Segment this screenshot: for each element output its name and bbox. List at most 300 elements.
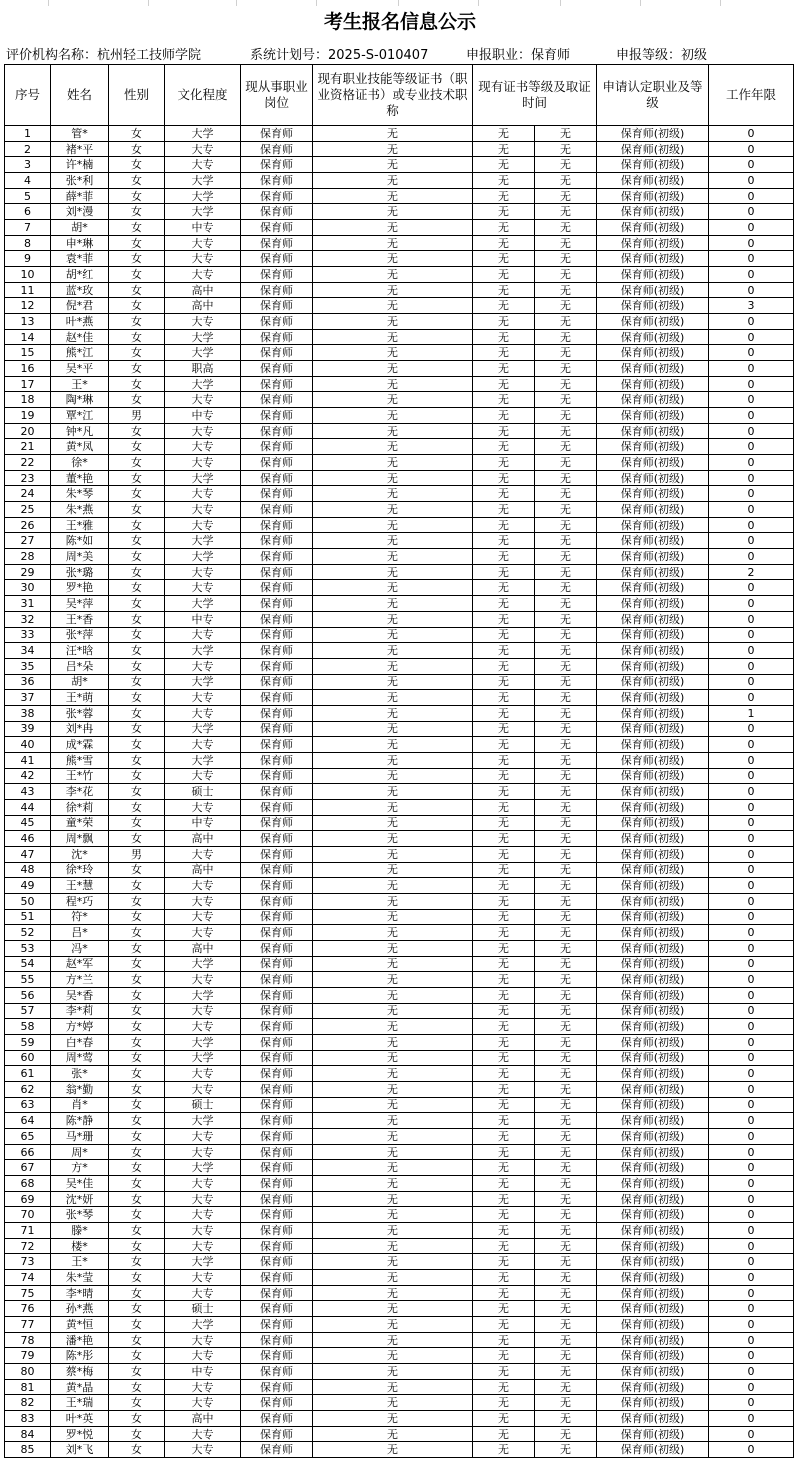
cell-apply: 保育师(初级) xyxy=(597,1364,709,1380)
table-row xyxy=(5,987,794,1003)
cell-gender: 女 xyxy=(109,799,165,815)
table-row xyxy=(5,878,794,894)
cell-post: 保育师 xyxy=(241,423,313,439)
cell-seq: 33 xyxy=(5,627,51,643)
cell-cert-level: 无 xyxy=(473,282,535,298)
cell-post: 保育师 xyxy=(241,1379,313,1395)
cell-post: 保育师 xyxy=(241,267,313,283)
cell-post: 保育师 xyxy=(241,1223,313,1239)
cell-cert-time: 无 xyxy=(535,972,597,988)
cell-cert: 无 xyxy=(313,1348,473,1364)
cell-name: 叶*燕 xyxy=(51,314,109,330)
col-cert-header: 现有职业技能等级证书（职业资格证书）或专业技术职称 xyxy=(313,65,473,126)
cell-post: 保育师 xyxy=(241,486,313,502)
cell-edu: 大专 xyxy=(165,157,241,173)
cell-apply: 保育师(初级) xyxy=(597,940,709,956)
table-row xyxy=(5,1191,794,1207)
cell-cert: 无 xyxy=(313,1129,473,1145)
cell-edu: 大学 xyxy=(165,188,241,204)
cell-years: 0 xyxy=(709,1160,794,1176)
cell-post: 保育师 xyxy=(241,235,313,251)
cell-cert: 无 xyxy=(313,549,473,565)
cell-apply: 保育师(初级) xyxy=(597,658,709,674)
cell-gender: 女 xyxy=(109,141,165,157)
cell-cert-level: 无 xyxy=(473,956,535,972)
cell-edu: 大学 xyxy=(165,752,241,768)
cell-gender: 女 xyxy=(109,392,165,408)
cell-seq: 65 xyxy=(5,1129,51,1145)
cell-cert-level: 无 xyxy=(473,1191,535,1207)
cell-edu: 大专 xyxy=(165,141,241,157)
cell-name: 罗*艳 xyxy=(51,580,109,596)
cell-cert: 无 xyxy=(313,1317,473,1333)
cell-apply: 保育师(初级) xyxy=(597,643,709,659)
cell-cert: 无 xyxy=(313,705,473,721)
cell-years: 0 xyxy=(709,940,794,956)
table-row xyxy=(5,564,794,580)
cell-cert-time: 无 xyxy=(535,705,597,721)
cell-edu: 大专 xyxy=(165,1270,241,1286)
cell-seq: 1 xyxy=(5,126,51,142)
cell-gender: 女 xyxy=(109,737,165,753)
cell-apply: 保育师(初级) xyxy=(597,1034,709,1050)
cell-cert-level: 无 xyxy=(473,815,535,831)
cell-apply: 保育师(初级) xyxy=(597,1081,709,1097)
cell-name: 徐*玲 xyxy=(51,862,109,878)
cell-cert: 无 xyxy=(313,204,473,220)
cell-cert-level: 无 xyxy=(473,1379,535,1395)
cell-cert-level: 无 xyxy=(473,1176,535,1192)
table-row xyxy=(5,1113,794,1129)
cell-gender: 男 xyxy=(109,846,165,862)
cell-name: 周* xyxy=(51,1144,109,1160)
cell-apply: 保育师(初级) xyxy=(597,1066,709,1082)
cell-apply: 保育师(初级) xyxy=(597,674,709,690)
cell-cert-time: 无 xyxy=(535,1238,597,1254)
cell-name: 钟*凡 xyxy=(51,423,109,439)
cell-gender: 女 xyxy=(109,423,165,439)
cell-cert: 无 xyxy=(313,1254,473,1270)
cell-cert: 无 xyxy=(313,1442,473,1458)
cell-cert: 无 xyxy=(313,1113,473,1129)
cell-apply: 保育师(初级) xyxy=(597,705,709,721)
cell-post: 保育师 xyxy=(241,799,313,815)
table-row xyxy=(5,329,794,345)
cell-apply: 保育师(初级) xyxy=(597,690,709,706)
cell-cert-level: 无 xyxy=(473,1364,535,1380)
cell-seq: 30 xyxy=(5,580,51,596)
table-row xyxy=(5,1034,794,1050)
cell-seq: 18 xyxy=(5,392,51,408)
cell-cert-level: 无 xyxy=(473,580,535,596)
cell-edu: 职高 xyxy=(165,361,241,377)
cell-seq: 44 xyxy=(5,799,51,815)
cell-post: 保育师 xyxy=(241,752,313,768)
cell-edu: 大学 xyxy=(165,1050,241,1066)
cell-years: 0 xyxy=(709,690,794,706)
table-row xyxy=(5,1364,794,1380)
cell-seq: 51 xyxy=(5,909,51,925)
cell-apply: 保育师(初级) xyxy=(597,956,709,972)
cell-post: 保育师 xyxy=(241,1254,313,1270)
cell-edu: 大学 xyxy=(165,173,241,189)
cell-cert-time: 无 xyxy=(535,423,597,439)
cell-name: 董*艳 xyxy=(51,470,109,486)
table-row xyxy=(5,1301,794,1317)
cell-name: 吴*香 xyxy=(51,987,109,1003)
cell-cert: 无 xyxy=(313,1238,473,1254)
cell-cert-time: 无 xyxy=(535,376,597,392)
cell-seq: 61 xyxy=(5,1066,51,1082)
cell-apply: 保育师(初级) xyxy=(597,1254,709,1270)
cell-edu: 大专 xyxy=(165,1144,241,1160)
cell-name: 徐* xyxy=(51,455,109,471)
cell-edu: 大专 xyxy=(165,972,241,988)
cell-apply: 保育师(初级) xyxy=(597,141,709,157)
cell-apply: 保育师(初级) xyxy=(597,1317,709,1333)
cell-edu: 大学 xyxy=(165,596,241,612)
cell-seq: 5 xyxy=(5,188,51,204)
cell-cert-time: 无 xyxy=(535,1395,597,1411)
table-row xyxy=(5,1019,794,1035)
cell-cert: 无 xyxy=(313,658,473,674)
cell-years: 0 xyxy=(709,1379,794,1395)
cell-cert: 无 xyxy=(313,1270,473,1286)
cell-edu: 硕士 xyxy=(165,1301,241,1317)
cell-seq: 77 xyxy=(5,1317,51,1333)
cell-cert-time: 无 xyxy=(535,1129,597,1145)
cell-name: 许*楠 xyxy=(51,157,109,173)
occupation: 申报职业：保育师 xyxy=(466,48,571,63)
cell-name: 沈* xyxy=(51,846,109,862)
cell-cert: 无 xyxy=(313,862,473,878)
cell-years: 0 xyxy=(709,1442,794,1458)
cell-name: 周*美 xyxy=(51,549,109,565)
cell-cert-time: 无 xyxy=(535,204,597,220)
cell-post: 保育师 xyxy=(241,251,313,267)
cell-apply: 保育师(初级) xyxy=(597,752,709,768)
cell-cert-time: 无 xyxy=(535,893,597,909)
cell-post: 保育师 xyxy=(241,564,313,580)
cell-cert: 无 xyxy=(313,564,473,580)
table-row xyxy=(5,752,794,768)
cell-apply: 保育师(初级) xyxy=(597,1301,709,1317)
cell-cert-level: 无 xyxy=(473,1348,535,1364)
cell-cert-level: 无 xyxy=(473,705,535,721)
cell-cert: 无 xyxy=(313,502,473,518)
cell-gender: 女 xyxy=(109,1270,165,1286)
cell-edu: 大学 xyxy=(165,721,241,737)
cell-apply: 保育师(初级) xyxy=(597,251,709,267)
cell-seq: 68 xyxy=(5,1176,51,1192)
cell-cert-time: 无 xyxy=(535,658,597,674)
cell-gender: 女 xyxy=(109,455,165,471)
table-row xyxy=(5,408,794,424)
cell-cert-level: 无 xyxy=(473,549,535,565)
cell-seq: 19 xyxy=(5,408,51,424)
cell-cert-time: 无 xyxy=(535,1270,597,1286)
cell-years: 0 xyxy=(709,893,794,909)
table-row xyxy=(5,188,794,204)
cell-cert-time: 无 xyxy=(535,1301,597,1317)
cell-cert-level: 无 xyxy=(473,408,535,424)
cell-name: 张*琴 xyxy=(51,1207,109,1223)
cell-cert-level: 无 xyxy=(473,611,535,627)
cell-years: 0 xyxy=(709,392,794,408)
cell-post: 保育师 xyxy=(241,1113,313,1129)
cell-edu: 大专 xyxy=(165,1285,241,1301)
cell-cert: 无 xyxy=(313,580,473,596)
cell-cert-level: 无 xyxy=(473,470,535,486)
cell-cert: 无 xyxy=(313,1081,473,1097)
cell-cert-time: 无 xyxy=(535,862,597,878)
cell-gender: 女 xyxy=(109,126,165,142)
cell-post: 保育师 xyxy=(241,737,313,753)
cell-apply: 保育师(初级) xyxy=(597,439,709,455)
cell-cert-time: 无 xyxy=(535,141,597,157)
cell-name: 李*晴 xyxy=(51,1285,109,1301)
cell-post: 保育师 xyxy=(241,157,313,173)
cell-years: 0 xyxy=(709,251,794,267)
cell-gender: 女 xyxy=(109,831,165,847)
cell-cert-level: 无 xyxy=(473,596,535,612)
cell-cert-time: 无 xyxy=(535,596,597,612)
cell-gender: 女 xyxy=(109,1160,165,1176)
cell-cert-level: 无 xyxy=(473,173,535,189)
col-gender-header: 性别 xyxy=(109,65,165,126)
cell-cert: 无 xyxy=(313,1144,473,1160)
cell-apply: 保育师(初级) xyxy=(597,1207,709,1223)
cell-edu: 中专 xyxy=(165,1364,241,1380)
cell-edu: 大专 xyxy=(165,1207,241,1223)
cell-gender: 女 xyxy=(109,705,165,721)
cell-name: 方* xyxy=(51,1160,109,1176)
cell-gender: 女 xyxy=(109,235,165,251)
cell-post: 保育师 xyxy=(241,784,313,800)
cell-seq: 52 xyxy=(5,925,51,941)
cell-post: 保育师 xyxy=(241,1176,313,1192)
cell-seq: 6 xyxy=(5,204,51,220)
cell-apply: 保育师(初级) xyxy=(597,408,709,424)
cell-name: 陈*彤 xyxy=(51,1348,109,1364)
cell-post: 保育师 xyxy=(241,1129,313,1145)
cell-post: 保育师 xyxy=(241,627,313,643)
table-row xyxy=(5,1050,794,1066)
cell-cert-level: 无 xyxy=(473,220,535,236)
cell-gender: 女 xyxy=(109,361,165,377)
cell-gender: 女 xyxy=(109,439,165,455)
cell-post: 保育师 xyxy=(241,533,313,549)
cell-post: 保育师 xyxy=(241,314,313,330)
cell-edu: 大专 xyxy=(165,658,241,674)
cell-name: 赵*军 xyxy=(51,956,109,972)
cell-cert-time: 无 xyxy=(535,564,597,580)
table-row xyxy=(5,721,794,737)
cell-gender: 女 xyxy=(109,1129,165,1145)
info-bar xyxy=(0,40,800,64)
cell-cert-time: 无 xyxy=(535,737,597,753)
cell-edu: 硕士 xyxy=(165,784,241,800)
cell-name: 楼* xyxy=(51,1238,109,1254)
cell-years: 0 xyxy=(709,1019,794,1035)
cell-edu: 大学 xyxy=(165,1317,241,1333)
cell-cert-time: 无 xyxy=(535,1285,597,1301)
cell-apply: 保育师(初级) xyxy=(597,533,709,549)
cell-name: 孙*燕 xyxy=(51,1301,109,1317)
cell-cert-level: 无 xyxy=(473,721,535,737)
cell-cert: 无 xyxy=(313,893,473,909)
table-row xyxy=(5,392,794,408)
cell-edu: 大学 xyxy=(165,1113,241,1129)
cell-cert-time: 无 xyxy=(535,721,597,737)
cell-seq: 12 xyxy=(5,298,51,314)
cell-name: 童*荣 xyxy=(51,815,109,831)
cell-cert: 无 xyxy=(313,486,473,502)
cell-name: 黄*晶 xyxy=(51,1379,109,1395)
cell-seq: 76 xyxy=(5,1301,51,1317)
cell-post: 保育师 xyxy=(241,392,313,408)
cell-edu: 高中 xyxy=(165,831,241,847)
cell-cert: 无 xyxy=(313,1160,473,1176)
cell-gender: 女 xyxy=(109,251,165,267)
cell-name: 袁*菲 xyxy=(51,251,109,267)
cell-cert-time: 无 xyxy=(535,220,597,236)
cell-seq: 26 xyxy=(5,517,51,533)
cell-name: 褚*平 xyxy=(51,141,109,157)
cell-name: 赵*佳 xyxy=(51,329,109,345)
cell-apply: 保育师(初级) xyxy=(597,486,709,502)
cell-post: 保育师 xyxy=(241,846,313,862)
cell-years: 0 xyxy=(709,596,794,612)
table-row xyxy=(5,596,794,612)
cell-cert-time: 无 xyxy=(535,846,597,862)
table-row xyxy=(5,1426,794,1442)
cell-gender: 女 xyxy=(109,752,165,768)
cell-name: 薛*菲 xyxy=(51,188,109,204)
cell-cert-time: 无 xyxy=(535,1144,597,1160)
table-row xyxy=(5,1379,794,1395)
cell-cert-time: 无 xyxy=(535,392,597,408)
cell-gender: 女 xyxy=(109,1066,165,1082)
col-post-header: 现从事职业岗位 xyxy=(241,65,313,126)
cell-cert-level: 无 xyxy=(473,314,535,330)
cell-cert-level: 无 xyxy=(473,1160,535,1176)
cell-post: 保育师 xyxy=(241,1019,313,1035)
cell-cert: 无 xyxy=(313,1426,473,1442)
cell-cert-level: 无 xyxy=(473,1317,535,1333)
cell-cert-time: 无 xyxy=(535,267,597,283)
cell-seq: 31 xyxy=(5,596,51,612)
cell-cert-level: 无 xyxy=(473,674,535,690)
cell-edu: 大专 xyxy=(165,1191,241,1207)
cell-seq: 66 xyxy=(5,1144,51,1160)
cell-years: 3 xyxy=(709,298,794,314)
table-row xyxy=(5,235,794,251)
table-row xyxy=(5,893,794,909)
cell-seq: 28 xyxy=(5,549,51,565)
table-row xyxy=(5,627,794,643)
cell-post: 保育师 xyxy=(241,173,313,189)
cell-cert-level: 无 xyxy=(473,1332,535,1348)
cell-cert: 无 xyxy=(313,361,473,377)
cell-apply: 保育师(初级) xyxy=(597,987,709,1003)
cell-cert-time: 无 xyxy=(535,1254,597,1270)
cell-edu: 大学 xyxy=(165,549,241,565)
cell-post: 保育师 xyxy=(241,282,313,298)
cell-name: 陶*琳 xyxy=(51,392,109,408)
cell-cert-level: 无 xyxy=(473,1285,535,1301)
cell-name: 叶*英 xyxy=(51,1411,109,1427)
cell-cert-level: 无 xyxy=(473,267,535,283)
table-row xyxy=(5,737,794,753)
cell-years: 0 xyxy=(709,1270,794,1286)
cell-years: 0 xyxy=(709,1176,794,1192)
cell-name: 潘*艳 xyxy=(51,1332,109,1348)
cell-seq: 41 xyxy=(5,752,51,768)
cell-cert-level: 无 xyxy=(473,329,535,345)
cell-seq: 37 xyxy=(5,690,51,706)
cell-gender: 女 xyxy=(109,1379,165,1395)
cell-gender: 女 xyxy=(109,1426,165,1442)
cell-cert: 无 xyxy=(313,345,473,361)
cell-cert-time: 无 xyxy=(535,627,597,643)
cell-seq: 79 xyxy=(5,1348,51,1364)
cell-gender: 女 xyxy=(109,1176,165,1192)
candidate-table xyxy=(4,64,794,1458)
cell-cert-time: 无 xyxy=(535,611,597,627)
cell-years: 0 xyxy=(709,737,794,753)
cell-cert-time: 无 xyxy=(535,235,597,251)
cell-apply: 保育师(初级) xyxy=(597,345,709,361)
cell-edu: 大专 xyxy=(165,580,241,596)
cell-name: 朱*琴 xyxy=(51,486,109,502)
cell-seq: 46 xyxy=(5,831,51,847)
cell-apply: 保育师(初级) xyxy=(597,893,709,909)
cell-cert-level: 无 xyxy=(473,141,535,157)
cell-name: 黄*恒 xyxy=(51,1317,109,1333)
table-row xyxy=(5,502,794,518)
cell-cert-level: 无 xyxy=(473,1129,535,1145)
cell-years: 0 xyxy=(709,1207,794,1223)
cell-seq: 39 xyxy=(5,721,51,737)
cell-cert: 无 xyxy=(313,1364,473,1380)
table-row xyxy=(5,674,794,690)
cell-seq: 60 xyxy=(5,1050,51,1066)
cell-name: 王*慧 xyxy=(51,878,109,894)
cell-cert-time: 无 xyxy=(535,752,597,768)
cell-cert-level: 无 xyxy=(473,157,535,173)
cell-gender: 女 xyxy=(109,1081,165,1097)
cell-years: 0 xyxy=(709,815,794,831)
cell-years: 0 xyxy=(709,972,794,988)
cell-gender: 女 xyxy=(109,1442,165,1458)
cell-cert-level: 无 xyxy=(473,1207,535,1223)
cell-cert: 无 xyxy=(313,752,473,768)
cell-apply: 保育师(初级) xyxy=(597,564,709,580)
cell-name: 陈*如 xyxy=(51,533,109,549)
cell-gender: 女 xyxy=(109,893,165,909)
cell-cert: 无 xyxy=(313,376,473,392)
cell-name: 王*竹 xyxy=(51,768,109,784)
cell-years: 0 xyxy=(709,1066,794,1082)
cell-name: 胡* xyxy=(51,220,109,236)
cell-years: 0 xyxy=(709,658,794,674)
cell-cert-level: 无 xyxy=(473,361,535,377)
cell-years: 0 xyxy=(709,329,794,345)
cell-years: 0 xyxy=(709,1332,794,1348)
cell-apply: 保育师(初级) xyxy=(597,392,709,408)
cell-edu: 大学 xyxy=(165,987,241,1003)
